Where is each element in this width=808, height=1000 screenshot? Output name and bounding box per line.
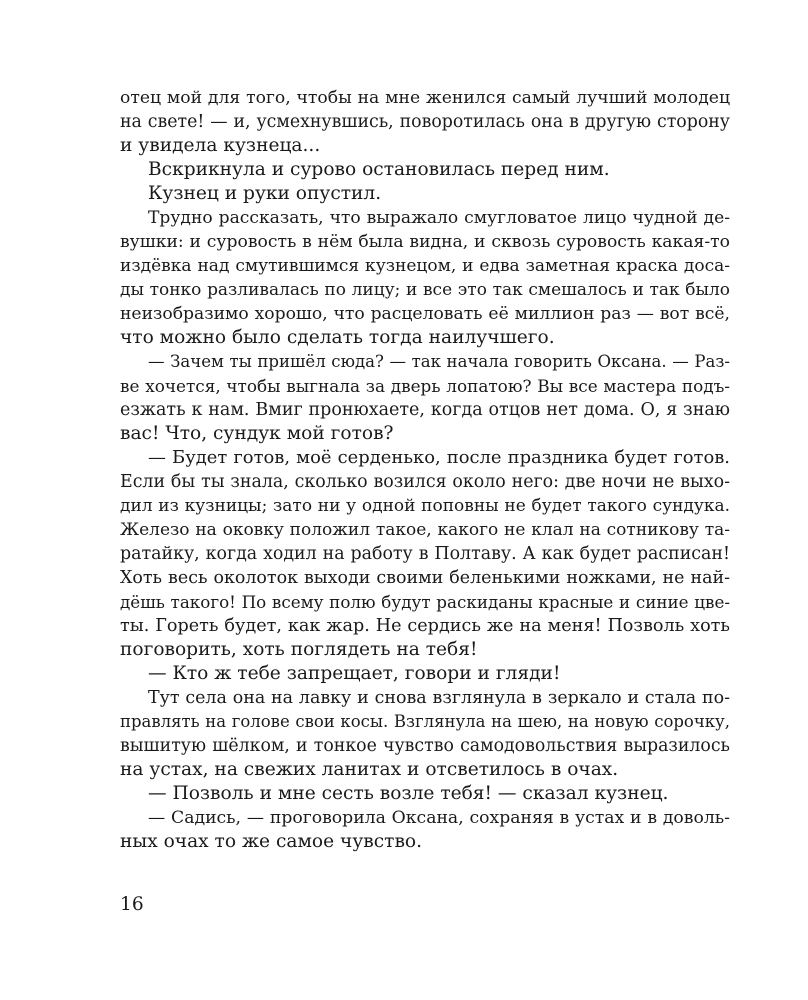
text-line: Трудно рассказать, что выражало смугловатое лицо чудной де- xyxy=(148,208,730,228)
page-number: 16 xyxy=(120,894,144,915)
text-line: Хоть весь околоток выходи своими беленькими ножками, не най- xyxy=(120,568,730,588)
text-line: — Позволь и мне сесть возле тебя! — сказал кузнец. xyxy=(148,783,669,804)
text-line: ве хочется, чтобы выгнала за дверь лопатою? Вы все мастера подъ- xyxy=(120,376,730,396)
text-line: Кузнец и руки опустил. xyxy=(148,183,382,204)
text-line: Железо на оковку положил такое, какого не клал на сотникову та- xyxy=(120,520,730,540)
text-line: вас! Что, сундук мой готов? xyxy=(120,423,394,444)
text-line: на устах, на свежих ланитах и отсветилось в очах. xyxy=(120,759,619,780)
text-line: отец мой для того, чтобы на мне женился самый лучший молодец xyxy=(120,88,730,108)
text-line: поговорить, хоть поглядеть на тебя! xyxy=(120,639,478,660)
page-text-block xyxy=(120,86,730,854)
text-line: неизобразимо хорошо, что расцеловать её миллион раз — вот всё, xyxy=(120,304,730,324)
text-line: Тут села она на лавку и снова взглянула в зеркало и стала по- xyxy=(148,688,730,708)
text-line: ратайку, когда ходил на работу в Полтаву. А как будет расписан! xyxy=(120,544,730,564)
text-line: ды тонко разливалась по лицу; и все это так смешалось и так было xyxy=(120,280,730,300)
text-line: — Кто ж тебе запрещает, говори и гляди! xyxy=(148,663,561,684)
text-line: езжать к нам. Вмиг пронюхаете, когда отцов нет дома. О, я знаю xyxy=(120,400,730,420)
text-line: — Садись, — проговорила Оксана, сохраняя в устах и в доволь- xyxy=(148,808,730,828)
text-line: — Будет готов, моё серденько, после праздника будет готов. xyxy=(148,447,730,468)
text-line: вышитую шёлком, и тонкое чувство самодовольствия выразилось xyxy=(120,736,730,756)
text-line: ты. Гореть будет, как жар. Не сердись же на меня! Позволь хоть xyxy=(120,616,730,636)
text-line: издёвка над смутившимся кузнецом, и едва заметная краска доса- xyxy=(120,256,730,276)
text-line: — Зачем ты пришёл сюда? — так начала говорить Оксана. — Раз- xyxy=(148,352,730,371)
text-line: что можно было сделать тогда наилучшего. xyxy=(120,327,555,348)
text-line: правлять на голове свои косы. Взглянула на шею, на новую сорочку, xyxy=(120,712,730,731)
text-line: на свете! — и, усмехнувшись, поворотилась она в другую сторону xyxy=(120,112,730,132)
text-line: и увидела кузнеца... xyxy=(120,135,321,156)
text-line: Вскрикнула и сурово остановилась перед ним. xyxy=(148,159,610,180)
text-line: дил из кузницы; зато ни у одной поповны не будет такого сундука. xyxy=(120,496,730,516)
text-line: ных очах то же самое чувство. xyxy=(120,831,423,852)
text-line: вушки: и суровость в нём была видна, и сквозь суровость какая-то xyxy=(120,232,730,252)
text-line: дёшь такого! По всему полю будут раскиданы красные и синие цве- xyxy=(120,592,730,612)
text-line: Если бы ты знала, сколько возился около него: две ночи не выхо- xyxy=(120,472,730,492)
